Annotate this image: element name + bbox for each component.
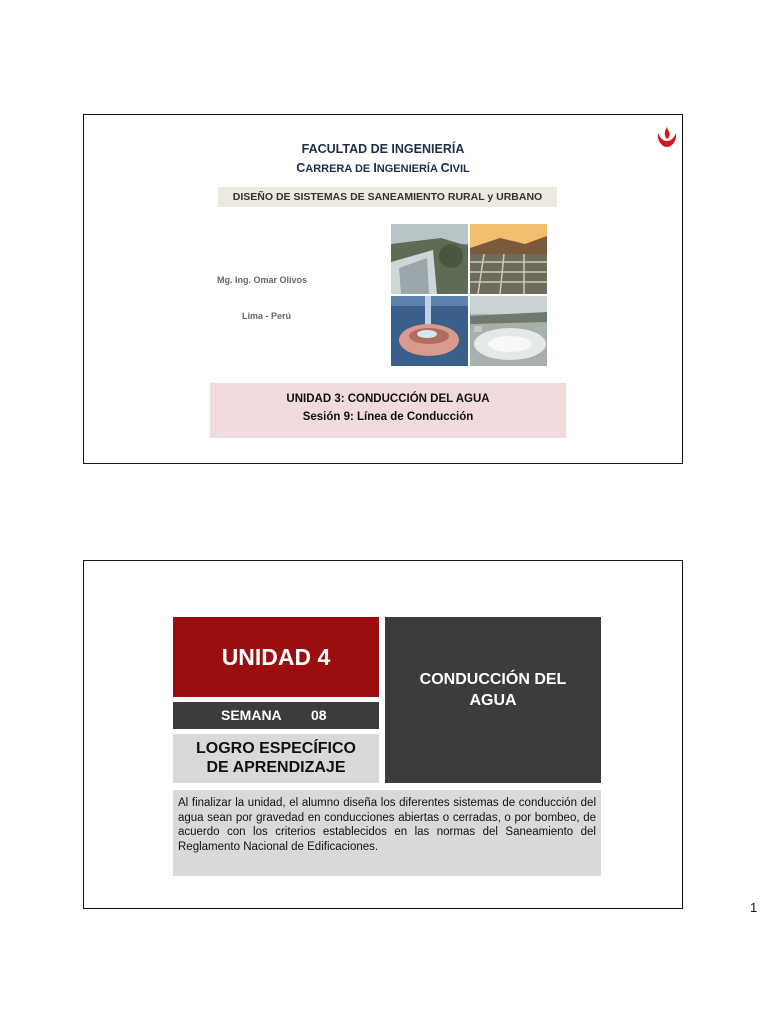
- location: Lima - Perú: [242, 311, 292, 321]
- unit-slide: [83, 560, 683, 909]
- title-slide: [83, 114, 683, 464]
- author-name: Mg. Ing. Omar Olivos: [217, 275, 308, 285]
- unit-heading: UNIDAD 4: [173, 617, 379, 697]
- treatment-plant-sunset-photo: [470, 224, 547, 294]
- learning-goal-line1: LOGRO ESPECÍFICO: [195, 740, 356, 757]
- faculty-title: FACULTAD DE INGENIERÍA: [301, 142, 465, 156]
- page-number: 1: [750, 900, 758, 915]
- course-title: DISEÑO DE SISTEMAS DE SANEAMIENTO RURAL y URBANO: [218, 187, 557, 207]
- topic-line1: CONDUCCIÓN DEL: [419, 671, 567, 688]
- wastewater-pond-photo: [470, 296, 547, 366]
- learning-goal-line2: DE APRENDIZAJE: [206, 759, 346, 776]
- topic-line2: AGUA: [469, 692, 517, 709]
- photo-collage: [391, 224, 547, 366]
- learning-goal-description: Al finalizar la unidad, el alumno diseña los diferentes sistemas de conducción del agua sean por gravedad en conducciones abiertas o cerradas, o por bombeo, de acuerdo con los criterios establecidos en las normas del Saneamiento del Reglamento Nacional de Edificaciones.: [173, 790, 601, 876]
- topic-box: [385, 617, 601, 783]
- career-title: CARRERA DE INGENIERÍA CIVIL: [296, 161, 470, 175]
- hands-water-photo: [391, 296, 468, 366]
- week-bar: [173, 702, 379, 729]
- dam-photo: [391, 224, 468, 294]
- learning-goal-heading: [173, 734, 379, 783]
- unit-box: [210, 383, 566, 438]
- session-title: Sesión 9: Línea de Conducción: [302, 411, 474, 423]
- week-label: SEMANA: [221, 707, 282, 723]
- week-number: 08: [311, 707, 327, 723]
- unit-title: UNIDAD 3: CONDUCCIÓN DEL AGUA: [286, 393, 490, 405]
